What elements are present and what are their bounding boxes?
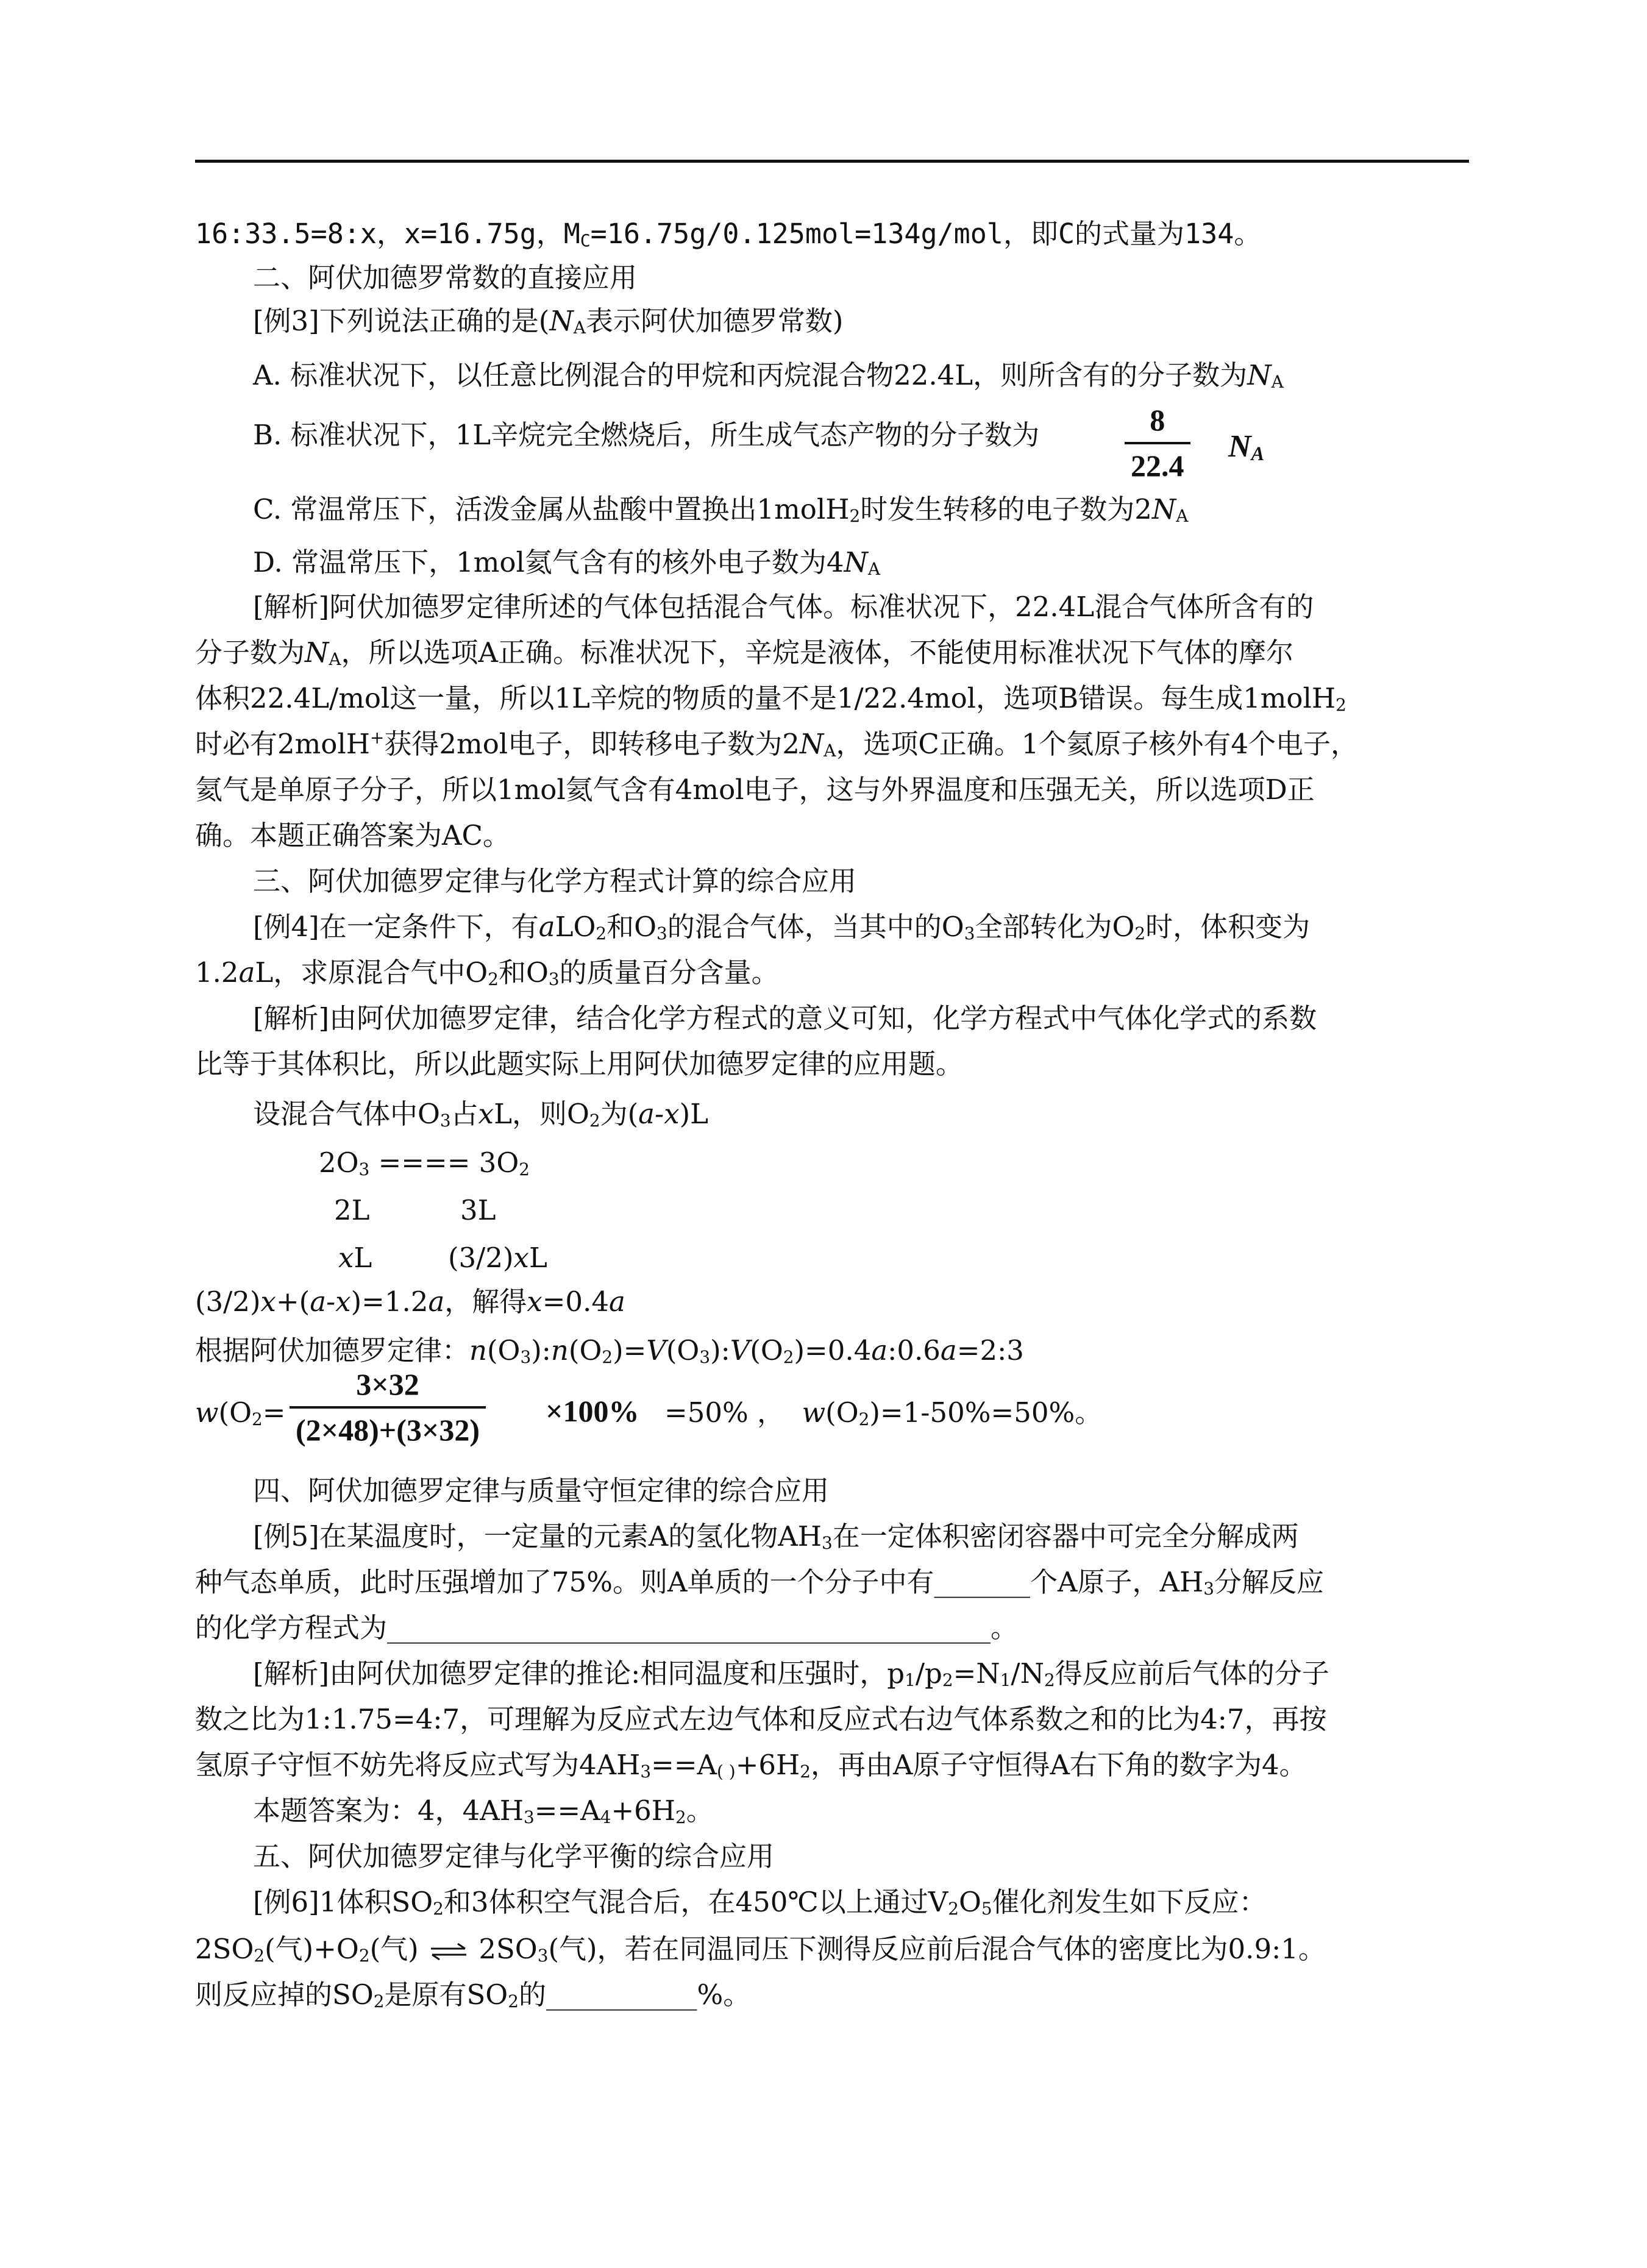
equilibrium-arrow-icon [427, 1941, 470, 1962]
answer-line: 本题答案为：4，$4AH_3==A_4+6H_2$。 [253, 1794, 714, 1828]
text-line: 16:33.5=8:x，x=16.75g，$M_C=16.75g/0.125mol=134g$/mol，即C的式量为134。 [195, 218, 1262, 251]
ratio-line: 根据阿伏加德罗定律：$n(O_3):n(O_2)=V(O_3):V(O_2)=0.4a:0.6a=2:3$ [195, 1334, 1024, 1368]
text-line: 设混合气体中$O_3$占xL，则$O_2$为(a-x)L [253, 1098, 709, 1131]
text-line: 种气态单质，此时压强增加了75%。则A单质的一个分子中有_______个A原子，$AH_3$分解反应 [195, 1566, 1325, 1599]
mass-fraction: 3×32 (2×48)+(3×32) [290, 1365, 486, 1449]
text-line: 分子数为$N_A$，所以选项A正确。标准状况下，辛烷是液体，不能使用标准状况下气体的摩尔 [195, 636, 1294, 670]
example-title: [例5]在某温度时，一定量的元素A的氢化物$AH_3$在一定体积密闭容器中可完全分解成两 [253, 1520, 1299, 1554]
option-c: C. 常温常压下，活泼金属从盐酸中置换出1molH$_2$时发生转移的电子数为$2N_A$ [253, 493, 1189, 527]
option-b: B. 标准状况下，1L辛烷完全燃烧后，所生成气态产物的分子数为 [253, 419, 1040, 451]
text-line: [解析]阿伏加德罗定律所述的气体包括混合气体。标准状况下，22.4L混合气体所含有的 [253, 591, 1314, 623]
text-line: 比等于其体积比，所以此题实际上用阿伏加德罗定律的应用题。 [195, 1048, 964, 1080]
text-line: 时必有2molH+获得2mol电子，即转移电子数为$2N_A$，选项C正确。1个氦原子核外有4个电子， [195, 727, 1359, 761]
text-line: 确。本题正确答案为AC。 [195, 819, 510, 851]
section-heading: 二、阿伏加德罗常数的直接应用 [253, 261, 638, 294]
text-line: 体积22.4L/mol这一量，所以1L辛烷的物质的量不是1/22.4mol，选项B错误。每生成1molH$_2$ [195, 682, 1346, 716]
text-line: 则反应掉的$SO_2$是原有$SO_2$的___________%。 [195, 1978, 751, 2012]
percent-factor: ×100% [546, 1394, 639, 1428]
reaction-equation: $2O_3$ ==== $3O_2$ [319, 1146, 530, 1180]
mass-fraction-result: =50% ， $w(O_2)=1-50\%=50\%$。 [664, 1396, 1103, 1430]
text-line: 氦气是单原子分子，所以1mol氦气含有4mol电子，这与外界温度和压强无关，所以选项D正 [195, 773, 1315, 806]
fraction-8-over-22.4: 8 22.4 [1125, 401, 1190, 485]
reaction-x-left: xL [338, 1242, 372, 1274]
text-line: 的化学方程式为____________________________________________。 [195, 1612, 1019, 1644]
option-a: A. 标准状况下，以任意比例混合的甲烷和丙烷混合物22.4L，则所含有的分子数为$N_A$ [253, 359, 1284, 393]
header-rule [195, 160, 1469, 163]
reaction-x-right: (3/2)xL [448, 1242, 547, 1274]
text-line: [解析]由阿伏加德罗定律，结合化学方程式的意义可知，化学方程式中气体化学式的系数 [253, 1002, 1317, 1034]
example-title: [例3]下列说法正确的是($N_A$表示阿伏加德罗常数) [253, 305, 844, 338]
mass-fraction-lhs: $w(O_2=$ [195, 1396, 286, 1430]
section-heading: 五、阿伏加德罗定律与化学平衡的综合应用 [253, 1840, 775, 1872]
reaction-volume-left: 2L [334, 1194, 370, 1226]
solution-line: (3/2)x+(a-x)=1.2a，解得x=0.4a [195, 1285, 625, 1318]
example-title: [例4]在一定条件下，有aLO$_2$和$O_3$的混合气体，当其中的$O_3$全部转化为$O_2$时，体积变为 [253, 911, 1311, 944]
text-line: 1.2aL，求原混合气中$O_2$和$O_3$的质量百分含量。 [195, 956, 779, 990]
section-heading: 三、阿伏加德罗定律与化学方程式计算的综合应用 [253, 865, 857, 897]
reaction-volume-right: 3L [460, 1194, 496, 1226]
option-d: D. 常温常压下，1mol氦气含有的核外电子数为$4N_A$ [253, 546, 881, 580]
na-symbol: $N_A$ [1228, 429, 1265, 464]
example-title: [例6]1体积$SO_2$和3体积空气混合后，在450℃以上通过$V_2O_5$催化剂发生如下反应： [253, 1886, 1267, 1919]
equilibrium-line: $2SO_2$(气)$+O_2$(气) $2SO_3$(气)，若在同温同压下测得反应前后混合气体的密度比为0.9:1。 [195, 1933, 1326, 1966]
section-heading: 四、阿伏加德罗定律与质量守恒定律的综合应用 [253, 1474, 830, 1507]
text-line: 氢原子守恒不妨先将反应式写为$4AH_3==A_{( )}+6H_2$，再由A原子守恒得A右下角的数字为4。 [195, 1749, 1307, 1782]
text-line: [解析]由阿伏加德罗定律的推论:相同温度和压强时，$p_1/p_2=N_1/N_2$得反应前后气体的分子 [253, 1657, 1329, 1691]
text-line: 数之比为1:1.75=4:7，可理解为反应式左边气体和反应式右边气体系数之和的比为4:7，再按 [195, 1703, 1327, 1735]
